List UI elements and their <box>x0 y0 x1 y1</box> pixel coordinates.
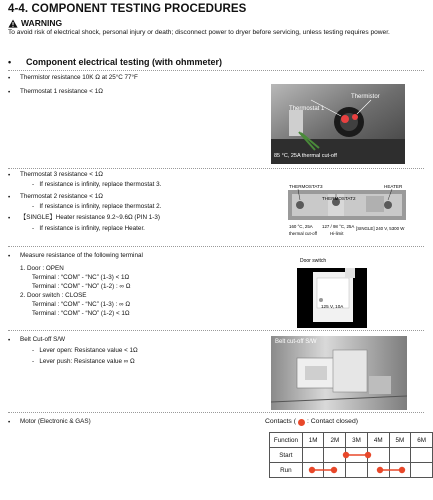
table-header-cell: 2M <box>324 433 346 448</box>
divider <box>8 246 424 247</box>
photo-label-thermostat2: THERMOSTAT2 <box>322 196 356 201</box>
photo-label-hilimit-name: Hi-limit <box>330 231 344 236</box>
heater-resistance: 【SINGLE】Heater resistance 9.2~9.6Ω (PIN 1-3) <box>20 214 160 221</box>
photo-label-hilimit-rating: 127 / 98 °C, 25A <box>322 224 355 229</box>
thermostat1-photo <box>271 84 405 164</box>
table-header-row <box>270 433 433 448</box>
table-cell <box>389 448 411 463</box>
contacts-legend-prefix: Contacts ( <box>265 418 296 425</box>
heater-note-text: If resistance is infinity, replace Heater. <box>39 225 145 232</box>
page-title: 4-4. COMPONENT TESTING PROCEDURES <box>8 3 247 15</box>
door-switch-intro: Measure resistance of the following terminal <box>20 252 143 259</box>
divider <box>8 70 424 71</box>
photo-label-heater-rating: [SINGLE] 240 V, 5300 W <box>356 226 405 231</box>
table-header-cell: Function <box>270 433 303 448</box>
heater-note <box>32 225 145 233</box>
table-header-cell: 5M <box>389 433 411 448</box>
table-cell <box>389 463 411 478</box>
thermostat3-note <box>32 181 161 189</box>
bullet-icon: • <box>8 337 11 344</box>
thermistor-resistance: Thermistor resistance 10K Ω at 25°C 77°F <box>20 74 138 81</box>
lever-push-text: Lever push: Resistance value ∞ Ω <box>39 358 135 365</box>
section-title <box>8 57 222 67</box>
table-header-cell: 3M <box>346 433 368 448</box>
bullet-icon: • <box>8 194 11 201</box>
dash: - <box>32 203 40 210</box>
thermostat2-note-text: If resistance is infinity, replace thermostat 2. <box>39 203 162 210</box>
thermostat3-resistance: Thermostat 3 resistance < 1Ω <box>20 171 103 178</box>
belt-cutoff-photo <box>271 336 407 410</box>
bullet-icon: • <box>8 215 11 222</box>
photo-label-thermostat3: THERMOSTAT3 <box>289 184 323 189</box>
photo-label-belt-cutoff: Belt cut-off S/W <box>275 339 317 345</box>
photo-label-cutoff: 85 °C, 25A thermal cut-off <box>274 153 337 159</box>
photo-label-thermistor: Thermistor <box>351 94 380 100</box>
row-label-run: Run <box>270 463 303 478</box>
table-cell <box>302 448 324 463</box>
table-cell <box>346 448 368 463</box>
photo-label-door-switch: Door switch <box>300 258 327 264</box>
heater-photo <box>288 180 406 244</box>
contacts-legend <box>265 418 358 426</box>
warning-heading <box>8 18 62 28</box>
photo-label-cutoff-rating: 160 °C, 25A <box>289 224 313 229</box>
dash: - <box>32 347 40 354</box>
table-cell <box>367 463 389 478</box>
door-open-no: Terminal : “COM” - “NO” (1-2) : ∞ Ω <box>32 283 131 290</box>
bullet-icon: • <box>8 57 12 67</box>
divider <box>8 168 424 169</box>
lever-open-text: Lever open: Resistance value < 1Ω <box>39 347 138 354</box>
door-open-nc: Terminal : “COM” - “NC” (1-3) < 1Ω <box>32 274 130 281</box>
table-header-cell: 6M <box>411 433 433 448</box>
contact-dot-icon <box>298 419 305 426</box>
contacts-legend-suffix: : Contact closed) <box>306 418 358 425</box>
lever-push <box>32 358 135 366</box>
bullet-icon: • <box>8 253 11 260</box>
photo-label-thermostat1: Thermostat 1 <box>289 106 325 112</box>
door-open-heading: 1. Door : OPEN <box>20 265 64 272</box>
bullet-icon: • <box>8 419 11 426</box>
table-row <box>270 463 433 478</box>
door-close-nc: Terminal : “COM” - “NC” (1-3) : ∞ Ω <box>32 301 131 308</box>
section-title-text: Component electrical testing (with ohmmeter) <box>26 57 223 67</box>
photo-label-cutoff-name: thermal cut-off <box>289 231 317 236</box>
table-cell <box>302 463 324 478</box>
table-cell <box>411 448 433 463</box>
table-cell <box>411 463 433 478</box>
door-switch-photo <box>297 256 367 328</box>
table-cell <box>367 448 389 463</box>
thermostat2-note <box>32 203 161 211</box>
table-cell <box>324 448 346 463</box>
divider <box>8 412 424 413</box>
photo-label-door-rating: 125 V, 10A <box>321 304 344 309</box>
dash: - <box>32 181 40 188</box>
door-close-heading: 2. Door switch : CLOSE <box>20 292 87 299</box>
thermostat1-resistance: Thermostat 1 resistance < 1Ω <box>20 88 103 95</box>
dash: - <box>32 225 40 232</box>
warning-icon <box>8 19 18 28</box>
bullet-icon: • <box>8 172 11 179</box>
thermostat3-note-text: If resistance is infinity, replace thermostat 3. <box>39 181 162 188</box>
table-cell <box>324 463 346 478</box>
motor-contacts-table <box>269 432 433 478</box>
lever-open <box>32 347 138 355</box>
row-label-start: Start <box>270 448 303 463</box>
divider <box>8 330 424 331</box>
motor-heading: Motor (Electronic & GAS) <box>20 418 91 425</box>
warning-label: WARNING <box>21 18 63 28</box>
photo-label-heater: HEATER <box>384 184 403 189</box>
warning-text: To avoid risk of electrical shock, personal injury or death; disconnect power to dryer before servicing, unless testing requires power. <box>8 29 390 36</box>
belt-cutoff-heading: Belt Cut-off S/W <box>20 336 66 343</box>
table-row <box>270 448 433 463</box>
table-header-cell: 1M <box>302 433 324 448</box>
dash: - <box>32 358 40 365</box>
door-close-no: Terminal : “COM” - “NO” (1-2) < 1Ω <box>32 310 130 317</box>
thermostat2-resistance: Thermostat 2 resistance < 1Ω <box>20 193 103 200</box>
bullet-icon: • <box>8 89 11 96</box>
table-header-cell: 4M <box>367 433 389 448</box>
bullet-icon: • <box>8 75 11 82</box>
table-cell <box>346 463 368 478</box>
